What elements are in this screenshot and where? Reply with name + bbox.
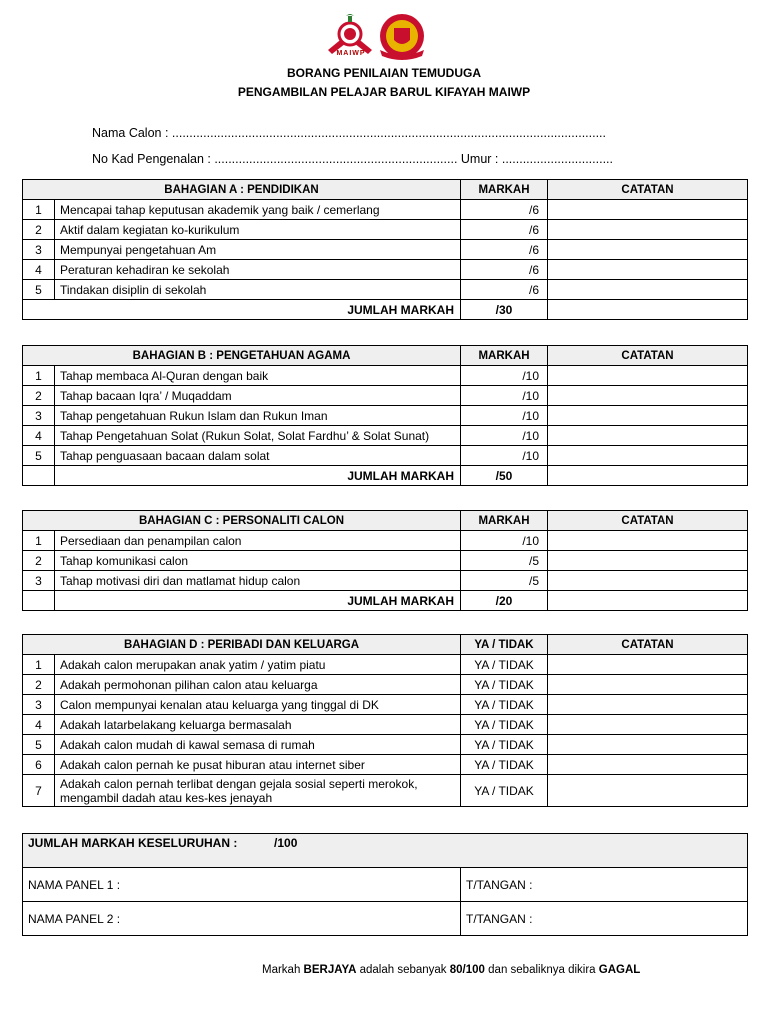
panel-2-label: NAMA PANEL 2 : (28, 911, 121, 926)
catatan-header: CATATAN (548, 511, 748, 531)
criteria-text: Mencapai tahap keputusan akademik yang baik / cemerlang (55, 200, 461, 220)
max-mark[interactable]: /6 (461, 220, 548, 240)
row-number: 6 (23, 755, 55, 775)
catatan-cell[interactable] (548, 466, 748, 486)
catatan-cell[interactable] (548, 675, 748, 695)
criteria-text: Tahap bacaan Iqra’ / Muqaddam (55, 386, 461, 406)
overall-total-row (23, 834, 748, 868)
section-a-heading: BAHAGIAN A : PENDIDIKAN (23, 180, 461, 200)
criteria-text: Adakah calon pernah ke pusat hiburan atau internet siber (55, 755, 461, 775)
ya-tidak-option[interactable]: YA / TIDAK (461, 715, 548, 735)
table-row (23, 280, 748, 300)
row-number: 7 (23, 775, 55, 807)
catatan-header: CATATAN (548, 635, 748, 655)
section-d-heading: BAHAGIAN D : PERIBADI DAN KELUARGA (23, 635, 461, 655)
catatan-cell[interactable] (548, 260, 748, 280)
signature-label: T/TANGAN : (466, 911, 533, 926)
table-row (23, 715, 748, 735)
ya-tidak-header: YA / TIDAK (461, 635, 548, 655)
table-row (23, 366, 748, 386)
criteria-text: Peraturan kehadiran ke sekolah (55, 260, 461, 280)
table-row (23, 655, 748, 675)
table-row (23, 755, 748, 775)
ya-tidak-option[interactable]: YA / TIDAK (461, 655, 548, 675)
berjaya-text: BERJAYA (303, 964, 357, 976)
criteria-text: Adakah permohonan pilihan calon atau keluarga (55, 675, 461, 695)
max-mark[interactable]: /6 (461, 280, 548, 300)
row-number: 4 (23, 426, 55, 446)
form-subtitle: PENGAMBILAN PELAJAR BARUL KIFAYAH MAIWP (237, 85, 531, 99)
max-mark[interactable]: /6 (461, 240, 548, 260)
ya-tidak-option[interactable]: YA / TIDAK (461, 695, 548, 715)
total-value[interactable]: /50 (461, 466, 548, 486)
catatan-cell[interactable] (548, 551, 748, 571)
criteria-text: Adakah calon pernah terlibat dengan gejala sosial seperti merokok, mengambil dadah atau kes-kes jenayah (55, 775, 461, 807)
table-row (23, 386, 748, 406)
row-number: 5 (23, 735, 55, 755)
total-row (23, 466, 748, 486)
row-number: 2 (23, 220, 55, 240)
criteria-text: Tahap Pengetahuan Solat (Rukun Solat, Solat Fardhu’ & Solat Sunat) (55, 426, 461, 446)
row-number: 2 (23, 386, 55, 406)
catatan-cell[interactable] (548, 755, 748, 775)
table-row (23, 695, 748, 715)
nama-calon-field[interactable]: Nama Calon : ............................................................................................................................. (92, 126, 607, 140)
school-crest-logo (380, 14, 424, 60)
passing-mark-note: Markah BERJAYA adalah sebanyak 80/100 dan sebaliknya dikira GAGAL (262, 964, 641, 976)
ya-tidak-option[interactable]: YA / TIDAK (461, 735, 548, 755)
catatan-cell[interactable] (548, 366, 748, 386)
max-mark[interactable]: /6 (461, 260, 548, 280)
table-row (23, 735, 748, 755)
criteria-text: Tahap pengetahuan Rukun Islam dan Rukun Iman (55, 406, 461, 426)
logo-caption: MAIWP (336, 50, 366, 57)
total-row (23, 300, 748, 320)
catatan-cell[interactable] (548, 200, 748, 220)
kad-pengenalan-field[interactable]: No Kad Pengenalan : ...................................................................... Umur : ................................ (92, 152, 613, 166)
panel-1-name[interactable] (23, 868, 461, 902)
catatan-cell[interactable] (548, 240, 748, 260)
catatan-cell[interactable] (548, 386, 748, 406)
catatan-header: CATATAN (548, 346, 748, 366)
max-mark[interactable]: /5 (461, 551, 548, 571)
row-number: 1 (23, 531, 55, 551)
catatan-cell[interactable] (548, 446, 748, 466)
total-row (23, 591, 748, 611)
criteria-text: Adakah latarbelakang keluarga bermasalah (55, 715, 461, 735)
total-label: JUMLAH MARKAH (23, 300, 461, 320)
max-mark[interactable]: /10 (461, 386, 548, 406)
row-number: 4 (23, 715, 55, 735)
total-value[interactable]: /30 (461, 300, 548, 320)
form-title: BORANG PENILAIAN TEMUDUGA (287, 66, 481, 80)
section-a-table (22, 179, 748, 320)
section-c-heading: BAHAGIAN C : PERSONALITI CALON (23, 511, 461, 531)
row-number: 3 (23, 571, 55, 591)
row-number: 1 (23, 366, 55, 386)
section-b-heading: BAHAGIAN B : PENGETAHUAN AGAMA (23, 346, 461, 366)
catatan-cell[interactable] (548, 775, 748, 807)
maiwp-logo (328, 14, 372, 54)
table-row (23, 426, 748, 446)
ya-tidak-option[interactable]: YA / TIDAK (461, 675, 548, 695)
table-row (23, 571, 748, 591)
table-row (23, 220, 748, 240)
max-mark[interactable]: /10 (461, 426, 548, 446)
criteria-text: Mempunyai pengetahuan Am (55, 240, 461, 260)
panel-2-signature[interactable] (461, 902, 748, 936)
markah-header: MARKAH (461, 511, 548, 531)
section-d-table (22, 634, 748, 807)
row-number: 1 (23, 200, 55, 220)
table-row (23, 531, 748, 551)
catatan-cell[interactable] (548, 655, 748, 675)
criteria-text: Tahap komunikasi calon (55, 551, 461, 571)
row-number: 2 (23, 675, 55, 695)
table-row (23, 775, 748, 807)
table-row (23, 200, 748, 220)
markah-header: MARKAH (461, 180, 548, 200)
max-mark[interactable]: /10 (461, 366, 548, 386)
panel-1-label: NAMA PANEL 1 : (28, 877, 121, 892)
criteria-text: Tahap membaca Al-Quran dengan baik (55, 366, 461, 386)
section-b-table (22, 345, 748, 486)
criteria-text: Tindakan disiplin di sekolah (55, 280, 461, 300)
table-row (23, 240, 748, 260)
row-number: 5 (23, 280, 55, 300)
gagal-text: GAGAL (598, 964, 641, 976)
total-label: JUMLAH MARKAH (55, 466, 461, 486)
panel-1-signature[interactable] (461, 868, 748, 902)
section-c-table (22, 510, 748, 611)
ya-tidak-option[interactable]: YA / TIDAK (461, 775, 548, 807)
catatan-cell[interactable] (548, 531, 748, 551)
row-number: 1 (23, 655, 55, 675)
total-label: JUMLAH MARKAH (55, 591, 461, 611)
total-value[interactable]: /20 (461, 591, 548, 611)
catatan-cell[interactable] (548, 735, 748, 755)
max-mark[interactable]: /6 (461, 200, 548, 220)
row-number: 3 (23, 406, 55, 426)
table-row (23, 260, 748, 280)
row-number: 3 (23, 240, 55, 260)
max-mark[interactable]: /10 (461, 531, 548, 551)
max-mark[interactable]: /10 (461, 446, 548, 466)
criteria-text: Tahap motivasi diri dan matlamat hidup calon (55, 571, 461, 591)
markah-header: MARKAH (461, 346, 548, 366)
table-row (23, 675, 748, 695)
row-number: 4 (23, 260, 55, 280)
criteria-text: Adakah calon merupakan anak yatim / yatim piatu (55, 655, 461, 675)
row-number: 3 (23, 695, 55, 715)
catatan-cell[interactable] (548, 280, 748, 300)
max-mark[interactable]: /5 (461, 571, 548, 591)
criteria-text: Persediaan dan penampilan calon (55, 531, 461, 551)
catatan-cell[interactable] (548, 426, 748, 446)
catatan-cell[interactable] (548, 300, 748, 320)
catatan-cell[interactable] (548, 406, 748, 426)
catatan-cell[interactable] (548, 571, 748, 591)
ya-tidak-option[interactable]: YA / TIDAK (461, 755, 548, 775)
pass-threshold: 80/100 (449, 964, 485, 976)
table-row (23, 406, 748, 426)
signature-label: T/TANGAN : (466, 877, 533, 892)
catatan-cell[interactable] (548, 715, 748, 735)
summary-table (22, 833, 748, 936)
header-logos (324, 10, 444, 66)
catatan-cell[interactable] (548, 220, 748, 240)
overall-total-label: JUMLAH MARKAH KESELURUHAN : (28, 836, 238, 850)
criteria-text: Calon mempunyai kenalan atau keluarga yang tinggal di DK (55, 695, 461, 715)
table-row (23, 551, 748, 571)
overall-total-value[interactable]: /100 (274, 836, 298, 850)
criteria-text: Aktif dalam kegiatan ko-kurikulum (55, 220, 461, 240)
criteria-text: Tahap penguasaan bacaan dalam solat (55, 446, 461, 466)
row-number: 2 (23, 551, 55, 571)
catatan-cell[interactable] (548, 591, 748, 611)
max-mark[interactable]: /10 (461, 406, 548, 426)
catatan-header: CATATAN (548, 180, 748, 200)
panel-2-name[interactable] (23, 902, 461, 936)
catatan-cell[interactable] (548, 695, 748, 715)
table-row (23, 446, 748, 466)
row-number: 5 (23, 446, 55, 466)
criteria-text: Adakah calon mudah di kawal semasa di rumah (55, 735, 461, 755)
